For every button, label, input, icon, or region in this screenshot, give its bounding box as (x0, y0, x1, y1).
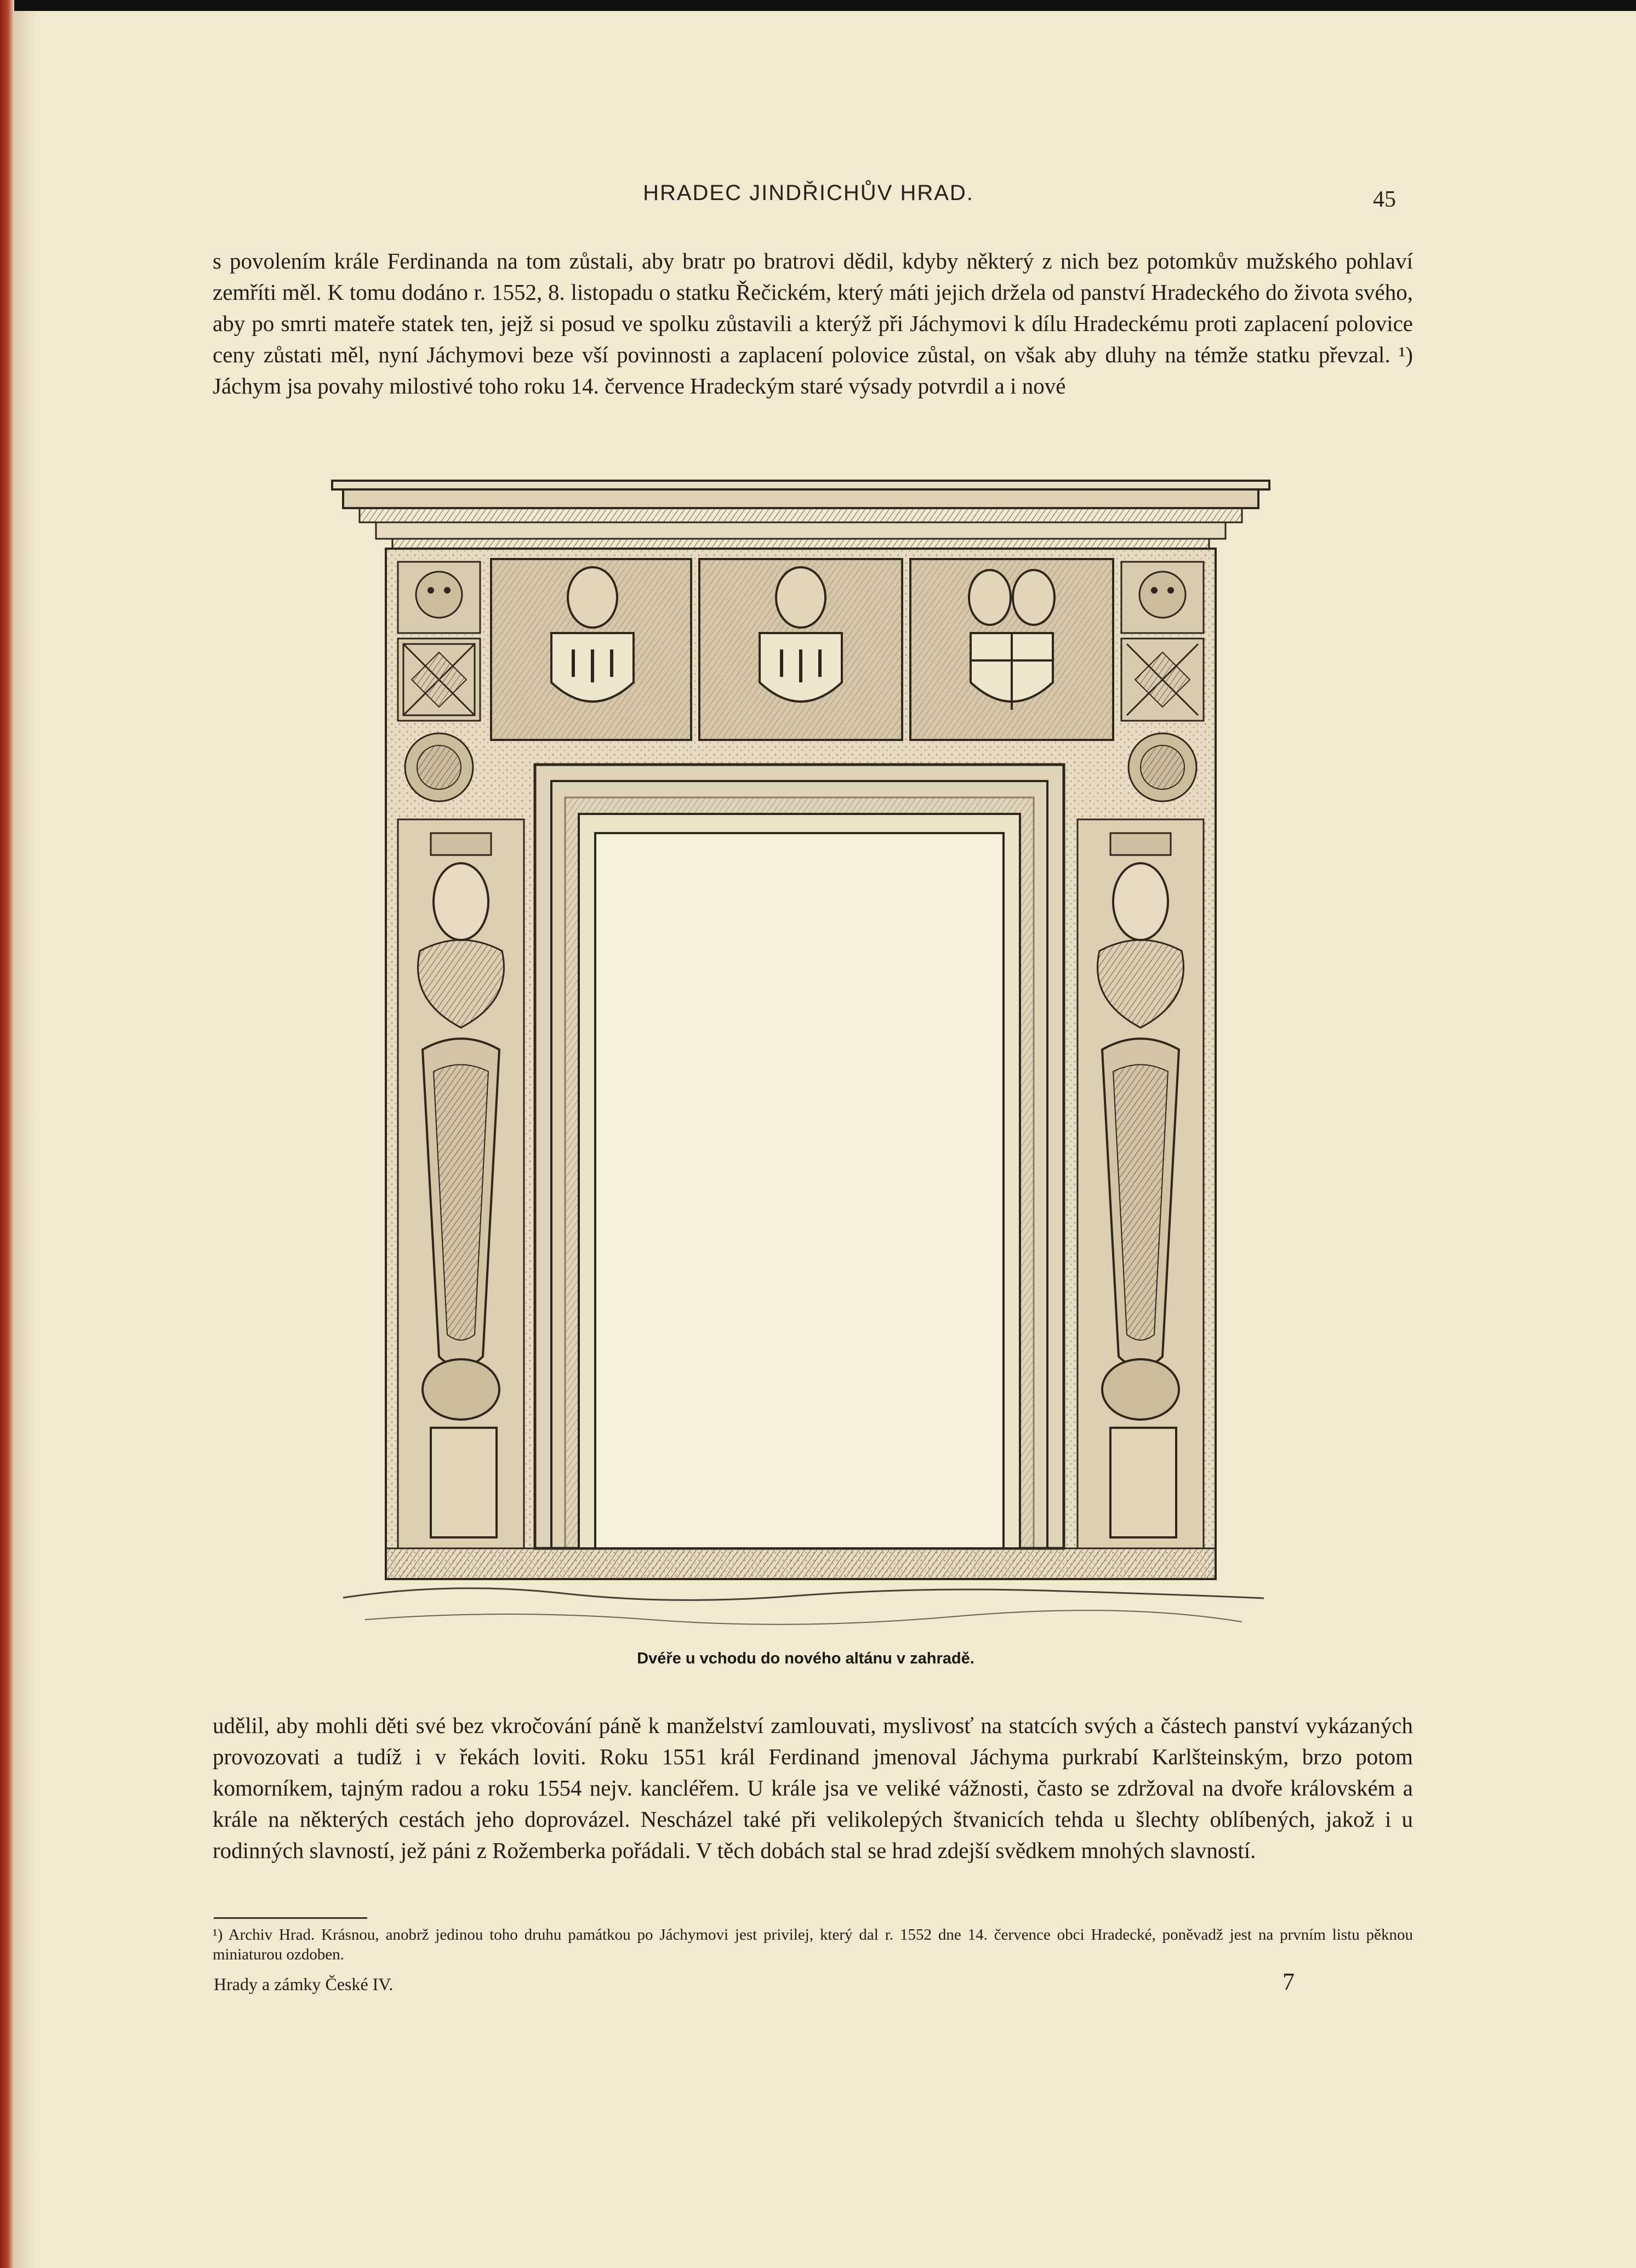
heraldic-frieze (491, 559, 1113, 740)
door-opening (535, 765, 1064, 1548)
signature-mark: 7 (1282, 1968, 1295, 1995)
body-paragraph-top (213, 246, 1413, 402)
book-spine-edge (0, 0, 14, 2268)
right-ornament-column (1121, 562, 1204, 801)
page-number: 45 (1373, 187, 1396, 212)
page-gutter-shadow (14, 11, 36, 2268)
running-head: HRADEC JINDŘICHŮV HRAD. (643, 181, 974, 205)
cornice (332, 481, 1269, 549)
footnote: ¹) Archiv Hrad. Krásnou, anobrž jedinou toho druhu památkou po Jáchymovi jest privilej, který dal r. 1552 dne 14. července obci Hradecké, poněvadž jest na prvním listu pěknou miniaturou ozdoben. (213, 1926, 1413, 1963)
body-paragraph-bottom (213, 1710, 1413, 1866)
scan-top-edge (0, 0, 1636, 11)
ground-base (343, 1548, 1264, 1625)
paragraph-text: s povolením krále Ferdinanda na tom zůstali, aby bratr po bratrovi dědil, kdyby některý z nich bez potomkův mužského pohlaví zemříti měl. K tomu dodáno r. 1552, 8. listopadu o statku Řečickém, který máti jejich držela od panství Hradeckého do života svého, aby po smrti mateře statek ten, jejž si posud ve spolku zůstavili a kterýž při Jáchymovi k dílu Hradeckému proti zaplacení polovice ceny zůstati měl, nyní Jáchymovi beze vší povinnosti a zaplacení polovice zůstal, on však aby dluhy na témže statku převzal. ¹) Jáchym jsa povahy milostivé toho roku 14. července Hradeckým staré výsady potvrdil a i nové (213, 248, 1413, 398)
footnote-rule (214, 1917, 367, 1919)
left-ornament-column (398, 562, 480, 801)
door-portal-engraving (321, 469, 1286, 1647)
figure-caption: Dvéře u vchodu do nového altánu v zahradě. (637, 1650, 974, 1667)
caryatid-right (1078, 819, 1204, 1548)
caryatid-left (398, 819, 524, 1548)
paragraph-text: udělil, aby mohli děti své bez vkročování páně k manželství zamlouvati, myslivosť na statcích svých a částech panství vykázaných provozovati a tudíž i v řekách loviti. Roku 1551 král Ferdinand jmenoval Jáchyma purkrabí Karlšteinským, brzo potom komorníkem, tajným radou a roku 1554 nejv. kancléřem. U krále jsa ve veliké vážnosti, často se zdržoval na dvoře královském a krále na některých cestách jeho doprovázel. Nescházel také při velikolepých štvanicích tehda u šlechty oblíbených, jakož i u rodinných slavností, jež páni z Rožemberka pořádali. V těch dobách stal se hrad zdejší svědkem mnohých slavností. (213, 1713, 1413, 1863)
series-title: Hrady a zámky České IV. (214, 1974, 394, 1994)
